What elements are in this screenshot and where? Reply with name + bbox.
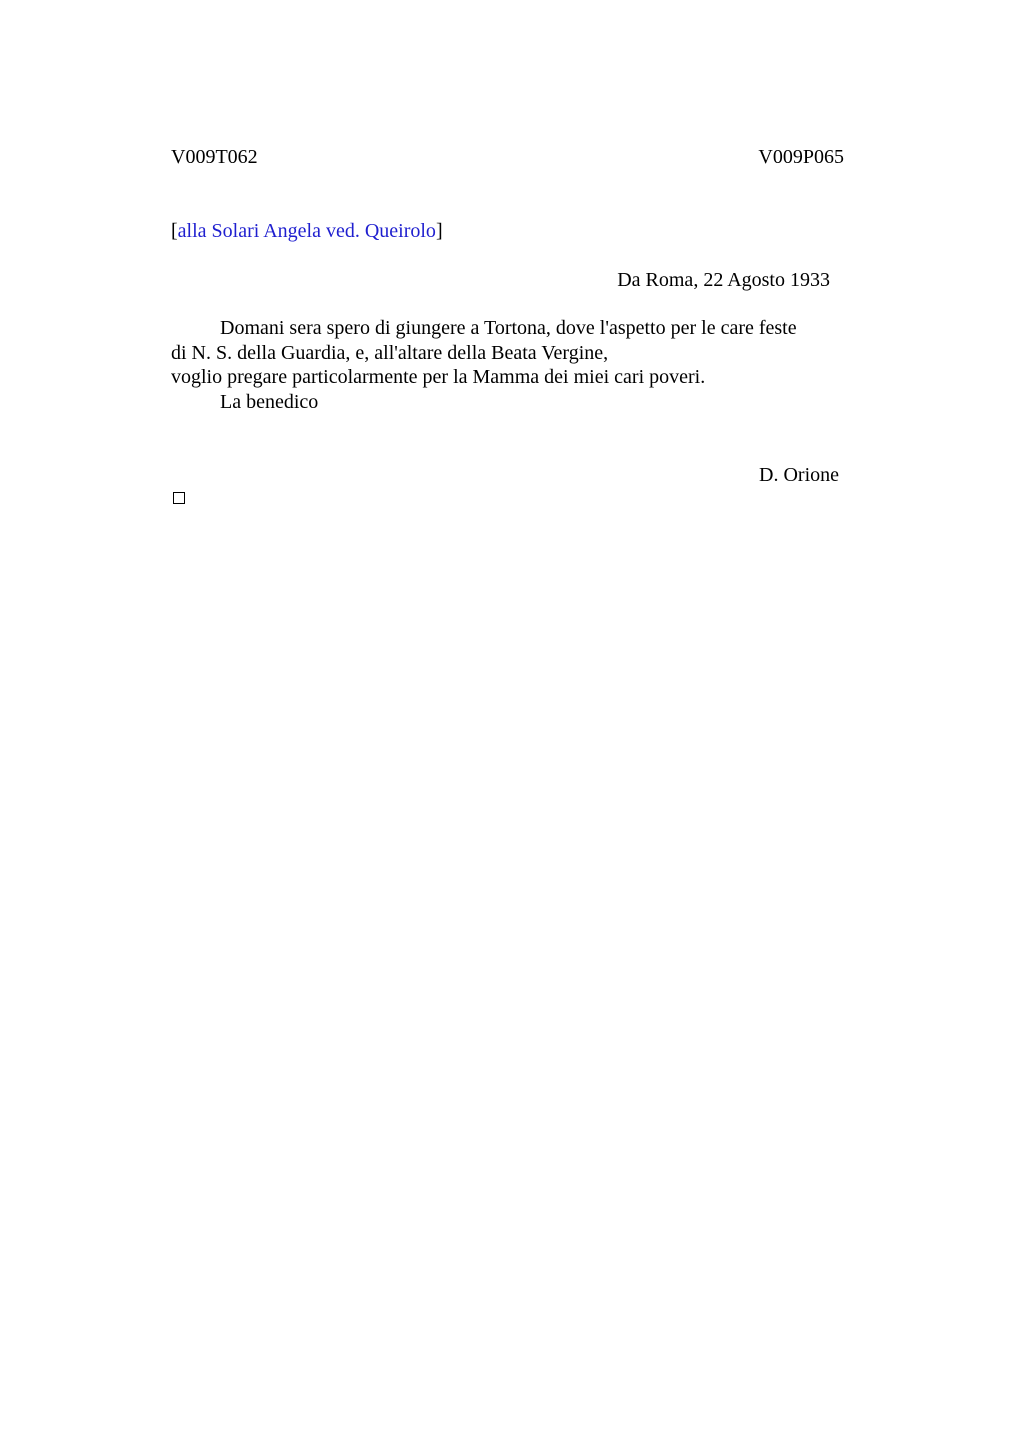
document-code-left: V009T062 xyxy=(171,146,258,168)
body-line: La benedico xyxy=(220,390,319,413)
letter-body xyxy=(171,316,851,414)
empty-square-icon xyxy=(173,492,185,504)
recipient-line xyxy=(171,219,443,244)
recipient-open-bracket: [ xyxy=(171,220,178,242)
signature: D. Orione xyxy=(759,464,839,486)
body-line: di N. S. della Guardia, e, all'altare della Beata Vergine, xyxy=(171,341,609,364)
recipient-name: alla Solari Angela ved. Queirolo xyxy=(177,220,436,242)
body-line: Domani sera spero di giungere a Tortona, dove l'aspetto per le care feste xyxy=(220,317,797,339)
dateline: Da Roma, 22 Agosto 1933 xyxy=(617,269,830,291)
document-code-right: V009P065 xyxy=(758,146,844,168)
recipient-close-bracket: ] xyxy=(435,220,443,242)
body-line: voglio pregare particolarmente per la Mamma dei miei cari poveri. xyxy=(171,366,706,388)
